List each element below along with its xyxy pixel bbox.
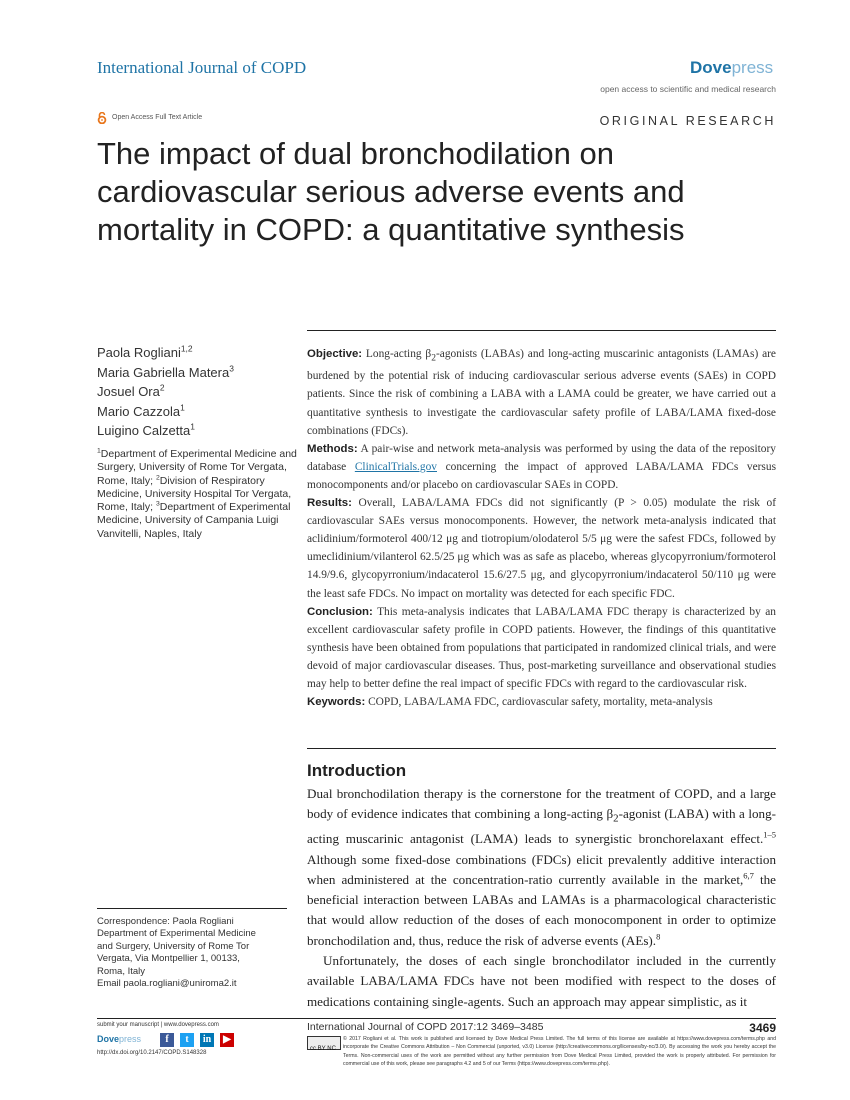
article-title: The impact of dual bronchodilation on cardiovascular serious adverse events and mortality in COPD: a quantitative synthesis <box>97 136 685 247</box>
correspondence-line: Vergata, Via Montpellier 1, 00133, <box>97 953 240 965</box>
abstract-top-rule <box>307 330 776 331</box>
open-access-lock-icon <box>97 112 107 124</box>
submit-manuscript-link[interactable]: submit your manuscript | www.dovepress.com <box>97 1022 219 1028</box>
publisher-logo-light: press <box>731 58 774 77</box>
clinicaltrials-link[interactable]: ClinicalTrials.gov <box>354 460 437 473</box>
abstract-keywords: Keywords: COPD, LABA/LAMA FDC, cardiovascular safety, mortality, meta-analysis <box>307 696 713 709</box>
abstract-conclusion: Conclusion: This meta-analysis indicates that LABA/LAMA FDC therapy is characterized by an excellent cardiovascular safety profile in COPD patients. However, the findings of this quantitative synthesis have been obtained from populations that participated in randomized clinical trials, and were devoid of major cardiovascular diseases. Thus, post-marketing surveillance and observational studies may help to better define the real impact of specific FDCs with regard to the cardiovascular risk. <box>307 605 776 690</box>
license-text: © 2017 Rogliani et al. This work is published and licensed by Dove Medical Press Limited. The full terms of this license are available at https://www.dovepress.com/terms.php and incorporate the Creative Commons Attribution – Non Commercial (unported, v3.0) License (http://creativecommons.org/licenses/by-nc/3.0/). By accessing the work you hereby accept the Terms. Non-commercial uses of the work are permitted without any further permission from Dove Medical Press Limited, provided the work is properly attributed. For permission for commercial use of this work, please see paragraphs 4.2 and 5 of our Terms (https://www.dovepress.com/terms.php). <box>343 1036 776 1067</box>
correspondence-line: Roma, Italy <box>97 965 146 977</box>
introduction-body <box>307 784 776 1012</box>
correspondence-email[interactable]: Email paola.rogliani@uniroma2.it <box>97 978 237 990</box>
linkedin-icon[interactable]: in <box>200 1033 214 1047</box>
footer-publisher-logo[interactable]: Dovepress <box>97 1034 142 1044</box>
abstract-objective: Objective: Long-acting $\beta_2$-agonists (LABAs) and long-acting muscarinic antagonists (LAMAs) are burdened by the potential risk of inducing cardiovascular serious adverse events (SAEs) in COPD patients. Since the risk of combining a LABA with a LAMA could be greater, we have carried out a quantitative synthesis to investigate the cardiovascular safety profile of LABA/LAMA fixed-dose combinations (FDCs). <box>307 348 776 437</box>
citation: International Journal of COPD 2017:12 3469–3485 <box>307 1021 544 1033</box>
author[interactable]: Paola Rogliani$^{1,2}$ <box>97 343 193 360</box>
author[interactable]: Maria Gabriella Matera$^3$ <box>97 363 234 380</box>
open-access-label: Open Access Full Text Article <box>112 114 203 121</box>
cc-license-badge[interactable]: cc BY NC <box>307 1036 341 1050</box>
social-links <box>160 1031 240 1049</box>
abstract-results: Results: Overall, LABA/LAMA FDCs did not significantly (P > 0.05) modulate the risk of cardiovascular SAEs versus monocomponents. However, the network meta-analysis indicated that aclidinium/formoterol 400/12 μg and tiotropium/olodaterol 5/5 μg were the safest FDCs, followed by umeclidinium/vilanterol 62.5/25 μg which was as safe as placebo, whereas glycopyrronium/formoterol 14.9/9.6, glycopyrronium/indacaterol 15.6/27.5 μg, and glycopyrronium/indacaterol 50/110 μg were the least safe FDCs. No impact on mortality was detected for each specific FDC. <box>307 497 776 600</box>
correspondence-label: Correspondence: Paola Rogliani <box>97 916 234 927</box>
introduction-heading: Introduction <box>307 761 407 780</box>
abstract <box>307 345 776 711</box>
facebook-icon[interactable]: f <box>160 1033 174 1047</box>
correspondence-rule <box>97 908 287 909</box>
author[interactable]: Josuel Ora$^2$ <box>97 382 165 399</box>
affiliations: $^1$Department of Experimental Medicine and Surgery, University of Rome Tor Vergata, Rome, Italy; $^2$Division of Respiratory Medicine, University Hospital Tor Vergata, Rome, Italy; $^3$Department of Experimental Medicine, University of Campania Luigi Vanvitelli, Naples, Italy <box>97 447 297 540</box>
abstract-bottom-rule <box>307 748 776 749</box>
page-number: 3469 <box>749 1021 776 1035</box>
publisher-logo-main: Dove <box>690 58 732 77</box>
publisher-logo[interactable] <box>690 58 773 78</box>
doi-link[interactable]: http://dx.doi.org/10.2147/COPD.S148328 <box>97 1050 207 1056</box>
publisher-tagline: open access to scientific and medical research <box>600 84 776 94</box>
author-list <box>97 343 297 441</box>
twitter-icon[interactable]: t <box>180 1033 194 1047</box>
article-type: ORIGINAL RESEARCH <box>599 114 776 128</box>
introduction-paragraph: Dual bronchodilation therapy is the cornerstone for the treatment of COPD, and a large body of evidence indicates that combining a long-acting $\beta_2$-agonist (LABA) with a long-acting muscarinic antagonist (LAMA) leads to synergistic bronchorelaxant effect.$^{1-5}$ Although some fixed-dose combinations (FDCs) elicit prevalently additive interaction when administered at the concentration-ratio currently available in the market,$^{6,7}$ the beneficial interaction between LABAs and LAMAs is a pharmacological characteristic that would allow reduction of the doses of each monocomponent in order to optimize bronchodilation and, thus, reduce the risk of adverse events (AEs).$^8$ <box>307 786 777 948</box>
introduction-paragraph: Unfortunately, the doses of each single bronchodilator included in the currently available LABA/LAMA FDCs have not been modified with respect to the doses of medications containing single-agents. Such an approach may appear simplistic, as it <box>307 952 776 1009</box>
author[interactable]: Luigino Calzetta$^1$ <box>97 421 195 438</box>
abstract-methods: Methods: A pair-wise and network meta-analysis was performed by using the data of the repository database ClinicalTrials.gov concerning the impact of approved LABA/LAMA FDCs versus monocomponents and/or placebo on cardiovascular SAEs in COPD. <box>307 442 776 491</box>
correspondence <box>97 916 297 990</box>
footer-rule <box>97 1018 776 1019</box>
correspondence-line: Department of Experimental Medicine <box>97 928 256 940</box>
journal-title[interactable]: International Journal of COPD <box>97 58 307 77</box>
correspondence-line: and Surgery, University of Rome Tor <box>97 940 250 952</box>
author[interactable]: Mario Cazzola$^1$ <box>97 402 185 419</box>
youtube-icon[interactable]: ▶ <box>220 1033 234 1047</box>
